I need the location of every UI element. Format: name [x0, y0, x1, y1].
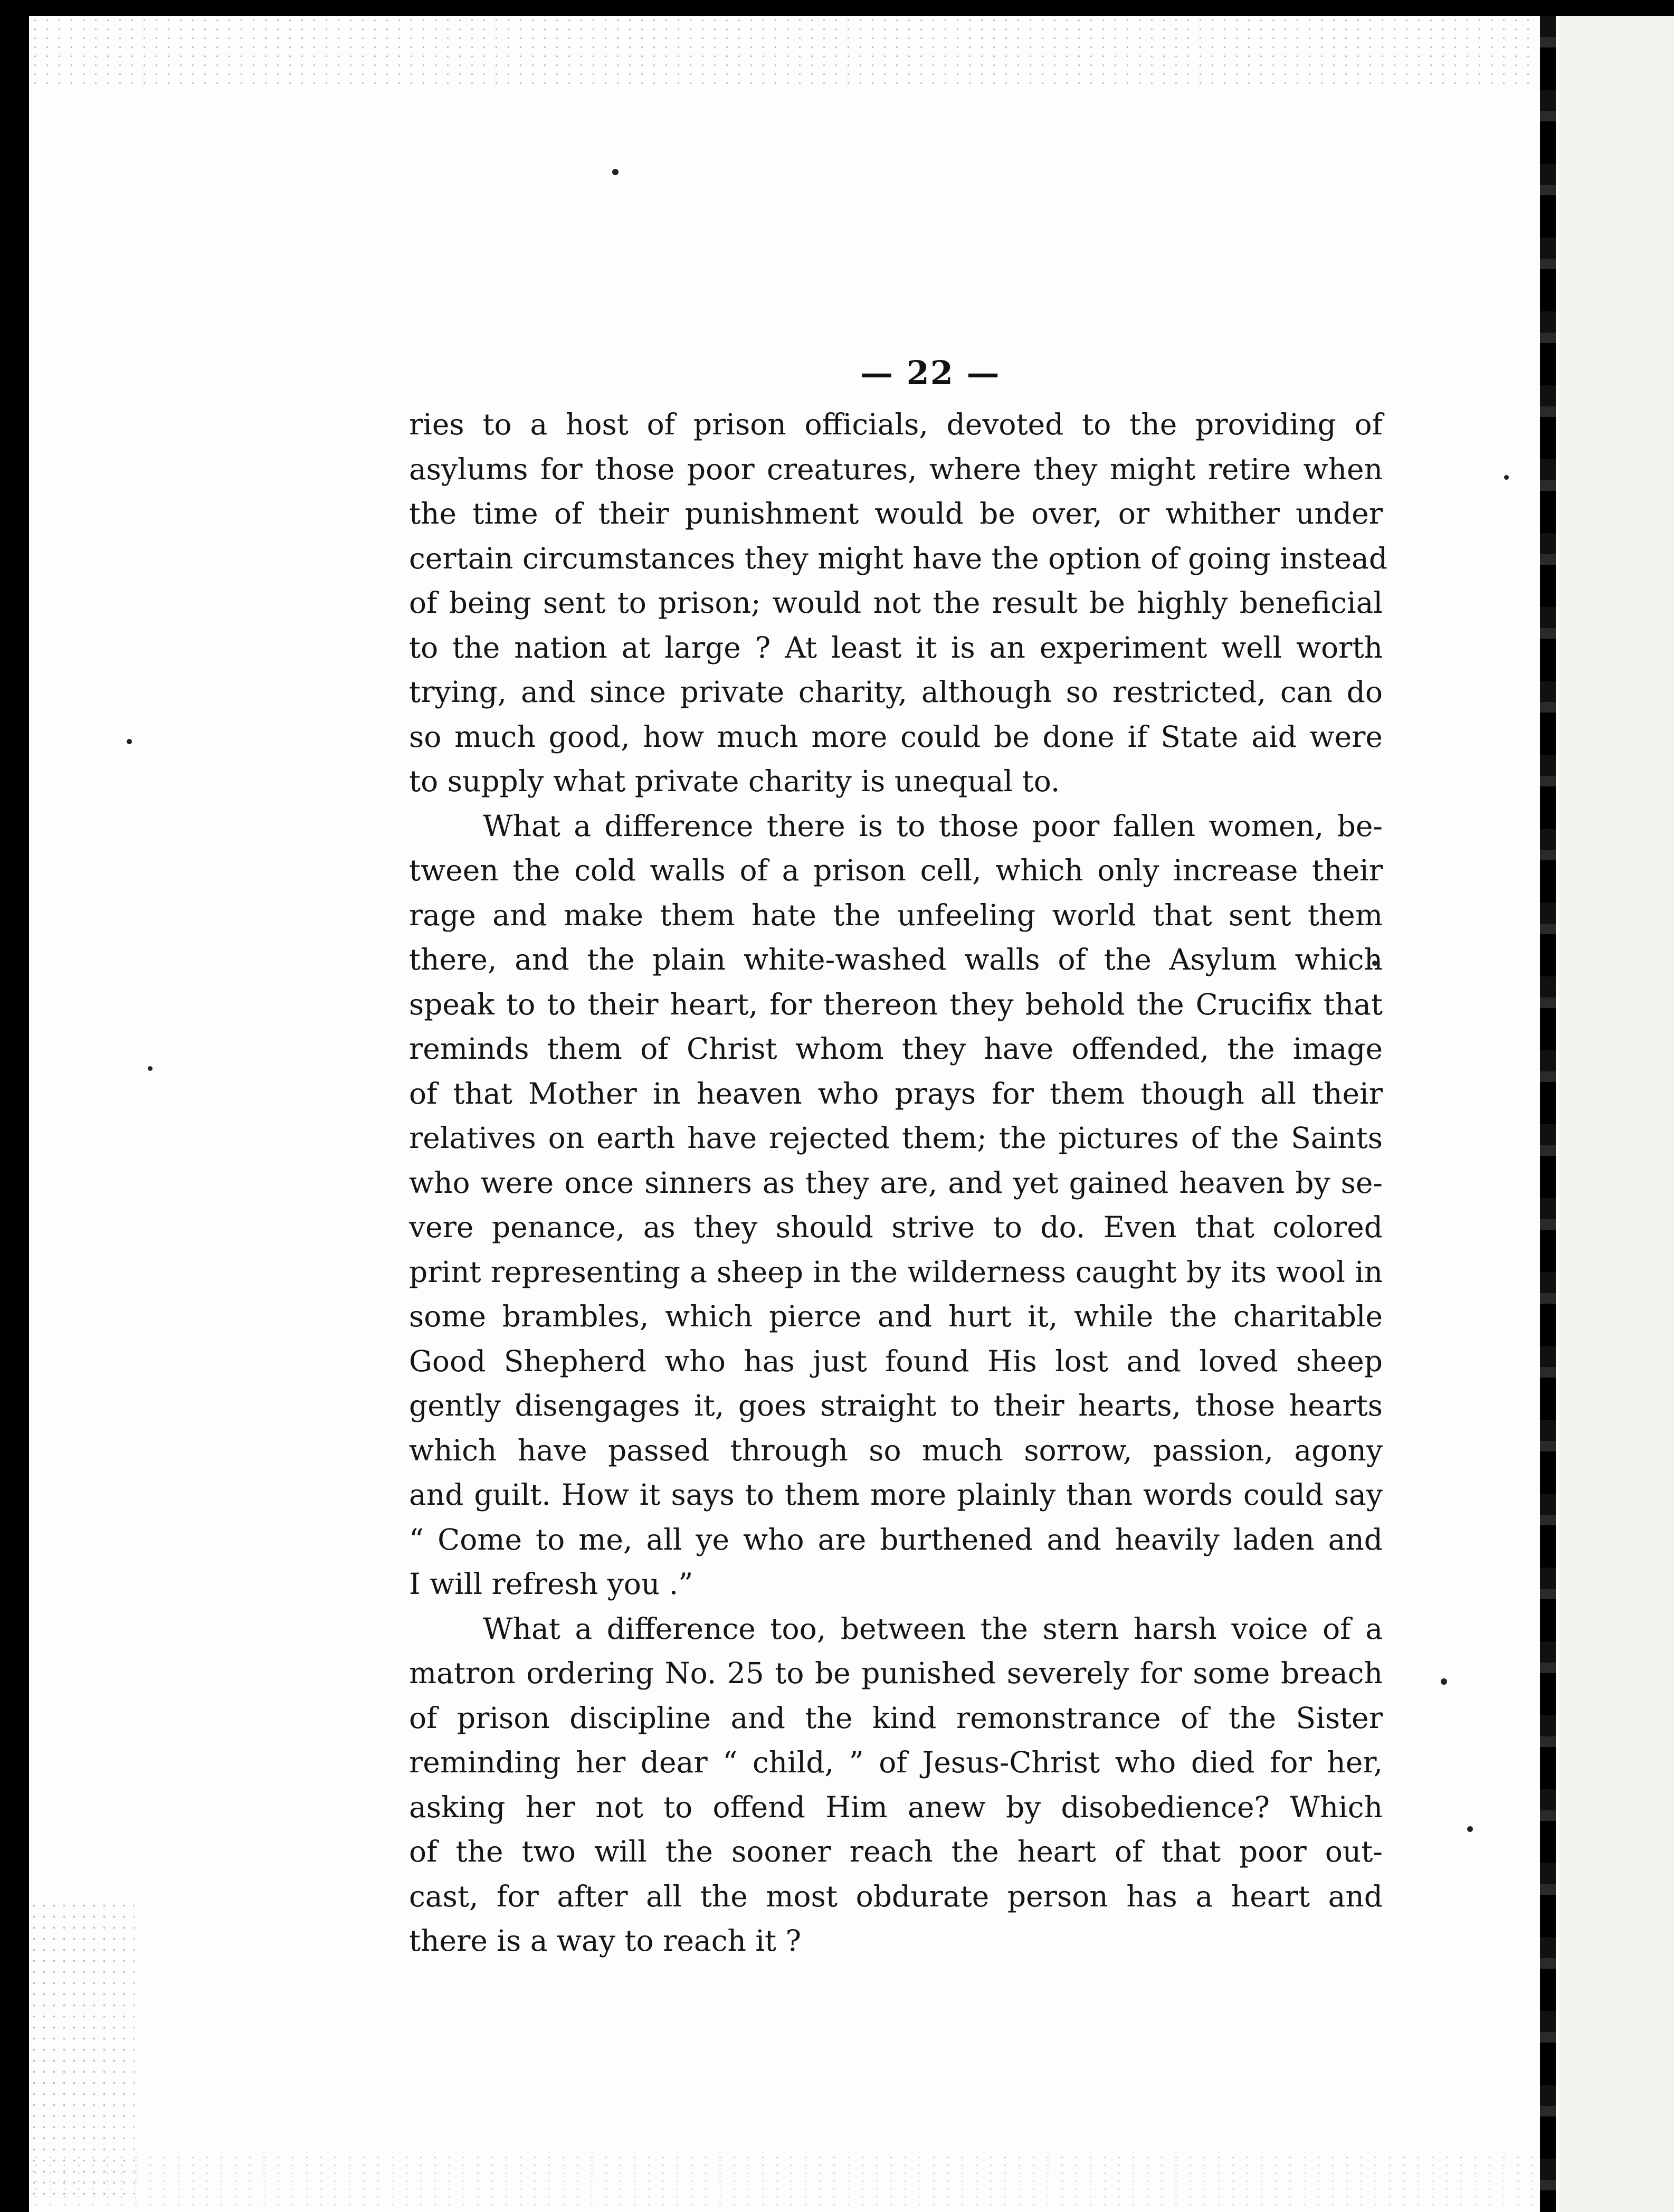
ink-speck: [612, 169, 619, 175]
ink-speck: [1467, 1826, 1473, 1832]
text-line: of the two will the sooner reach the heart of that poor out-: [409, 1835, 1383, 1868]
text-line: cast, for after all the most obdurate person has a heart and: [409, 1879, 1383, 1913]
ink-speck: [1441, 1678, 1447, 1685]
text-line: rage and make them hate the unfeeling world that sent them: [409, 898, 1383, 932]
scan-noise-bottom-left: [29, 1900, 135, 2196]
text-line: What a difference there is to those poor fallen women, be-: [483, 809, 1383, 843]
text-line: so much good, how much more could be done if State aid were: [409, 719, 1383, 754]
text-line: vere penance, as they should strive to do. Even that colored: [409, 1210, 1383, 1244]
scan-noise-top: [29, 16, 1538, 84]
text-line: certain circumstances they might have the option of going instead: [409, 541, 1388, 575]
ink-speck: [148, 1066, 153, 1071]
text-line: gently disengages it, goes straight to their hearts, those hearts: [409, 1389, 1383, 1422]
text-line: which have passed through so much sorrow, passion, agony: [409, 1433, 1383, 1467]
text-line: matron ordering No. 25 to be punished severely for some breach: [409, 1656, 1383, 1690]
paragraph: [409, 1607, 1383, 1963]
text-line: asylums for those poor creatures, where they might retire when: [409, 452, 1383, 486]
text-line: of that Mother in heaven who prays for them though all their: [409, 1076, 1383, 1110]
text-line: tween the cold walls of a prison cell, which only increase their: [409, 853, 1383, 887]
scan-noise-bottom: [29, 2153, 1538, 2212]
text-line: reminds them of Christ whom they have offended, the image: [409, 1032, 1383, 1066]
text-line: relatives on earth have rejected them; the pictures of the Saints: [409, 1121, 1383, 1155]
paragraph: [409, 804, 1383, 1607]
text-line: there is a way to reach it ?: [409, 1924, 802, 1958]
text-line: who were once sinners as they are, and yet gained heaven by se-: [409, 1165, 1383, 1200]
text-line: to the nation at large ? At least it is an experiment well worth: [409, 630, 1383, 664]
text-line: the time of their punishment would be over, or whither under: [409, 497, 1383, 530]
body-text: [409, 402, 1388, 1963]
text-line: Good Shepherd who has just found His lost and loved sheep: [409, 1344, 1383, 1378]
ink-speck: [127, 739, 132, 744]
text-line: “ Come to me, all ye who are burthened and heavily laden and: [409, 1522, 1383, 1556]
text-line: some brambles, which pierce and hurt it, while the charitable: [409, 1299, 1383, 1333]
text-line: trying, and since private charity, although so restricted, can do: [409, 675, 1383, 709]
paragraph: [409, 402, 1388, 804]
text-line: asking her not to offend Him anew by disobedience? Which: [409, 1790, 1383, 1824]
text-line: ries to a host of prison officials, devoted to the providing of: [409, 407, 1383, 441]
text-line: I will refresh you .”: [409, 1567, 693, 1601]
ink-speck: [1504, 475, 1509, 480]
text-line: reminding her dear “ child, ” of Jesus-Christ who died for her,: [409, 1745, 1383, 1779]
text-line: there, and the plain white-washed walls of the Asylum which: [409, 943, 1383, 976]
text-line: speak to to their heart, for thereon they behold the Crucifix that: [409, 987, 1383, 1021]
binding-gutter: [1540, 16, 1556, 2212]
text-line: What a difference too, between the stern harsh voice of a: [483, 1611, 1383, 1646]
facing-page-edge: [1559, 16, 1674, 2212]
page-number: — 22 —: [860, 354, 1001, 392]
text-line: print representing a sheep in the wilderness caught by its wool in: [409, 1255, 1383, 1289]
text-line: to supply what private charity is unequal to.: [409, 764, 1060, 798]
text-line: of being sent to prison; would not the result be highly beneficial: [409, 586, 1383, 620]
text-line: and guilt. How it says to them more plainly than words could say: [409, 1478, 1383, 1512]
text-line: of prison discipline and the kind remonstrance of the Sister: [409, 1701, 1383, 1735]
